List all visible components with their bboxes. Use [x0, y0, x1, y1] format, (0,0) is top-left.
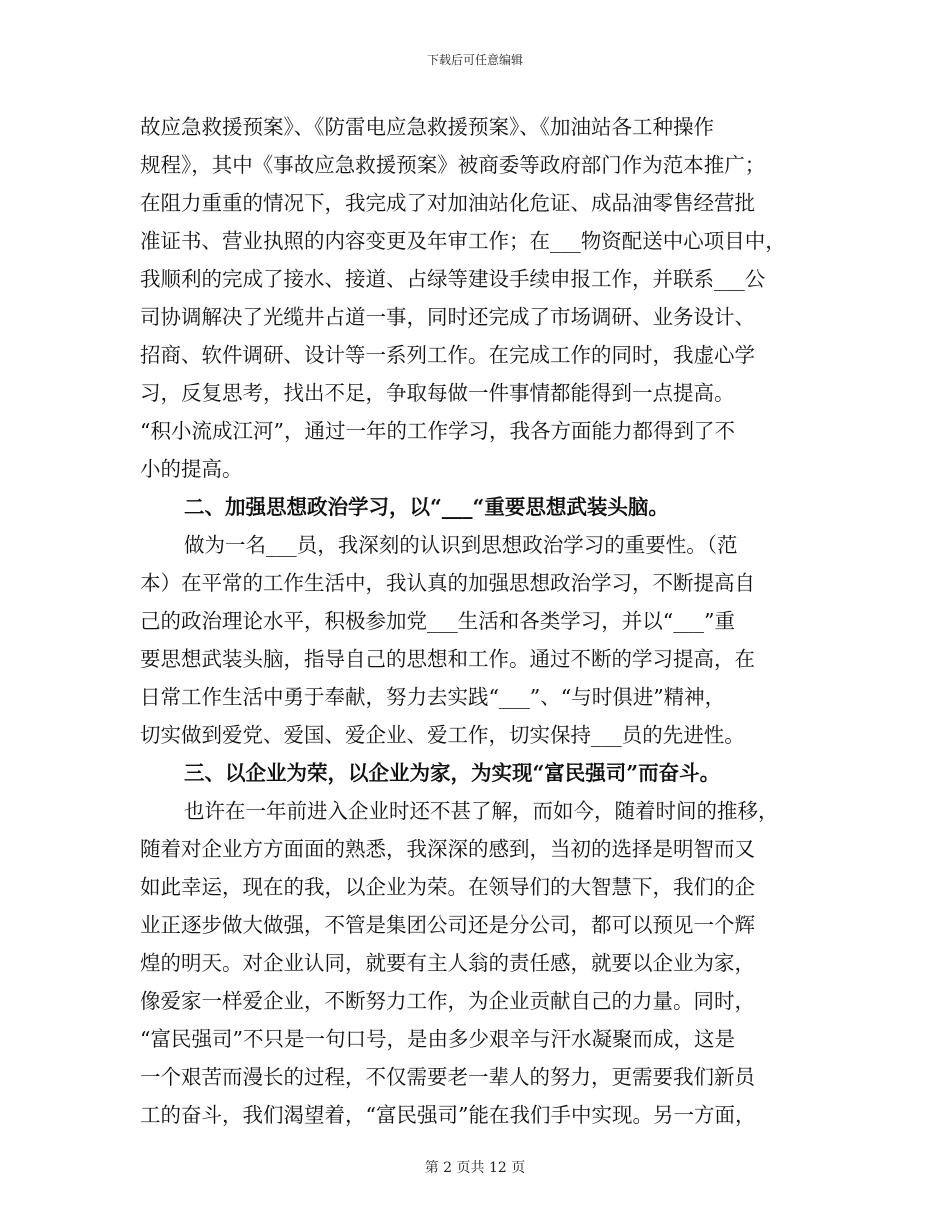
paragraph-line: 如此幸运，现在的我，以企业为荣。在领导们的大智慧下，我们的企: [140, 875, 755, 899]
paragraph-line: 规程》，其中《事故应急救援预案》被商委等政府部门作为范本推广；: [140, 153, 766, 177]
paragraph-line: 司协调解决了光缆井占道一事，同时还完成了市场调研、业务设计、: [140, 305, 755, 329]
document-body: [140, 108, 820, 1134]
paragraph-line: 故应急救援预案》、《防雷电应急救援预案》、《加油站各工种操作: [140, 115, 714, 139]
paragraph-line: 习，反复思考，找出不足，争取每做一件事情都能得到一点提高。: [140, 381, 735, 405]
paragraph-line: 随着对企业方方面面的熟悉，我深深的感到，当初的选择是明智而又: [140, 837, 755, 861]
section-heading: 三、以企业为荣，以企业为家，为实现“富民强司”而奋斗。: [184, 761, 721, 785]
paragraph-line: 在阻力重重的情况下，我完成了对加油站化危证、成品油零售经营批: [140, 191, 755, 215]
paragraph-line: 招商、软件调研、设计等一系列工作。在完成工作的同时，我虚心学: [140, 343, 755, 367]
page-footer: 第 2 页共 12 页: [424, 1160, 526, 1176]
section-heading: 二、加强思想政治学习，以“___“重要思想武装头脑。: [184, 495, 669, 519]
paragraph-line: “积小流成江河”，通过一年的工作学习，我各方面能力都得到了不: [140, 419, 735, 443]
paragraph-line: 工的奋斗，我们渴望着，“富民强司”能在我们手中实现。另一方面，: [140, 1103, 756, 1127]
paragraph-line: 煌的明天。对企业认同，就要有主人翁的责任感，就要以企业为家，: [140, 951, 755, 975]
paragraph-first-line: 也许在一年前进入企业时还不甚了解，而如今，随着时间的推移，: [184, 799, 779, 823]
paragraph-line: 日常工作生活中勇于奉献，努力去实践“___”、“与时俱进”精神，: [140, 685, 726, 709]
paragraph-line: 本）在平常的工作生活中，我认真的加强思想政治学习，不断提高自: [140, 571, 755, 595]
paragraph-line: 像爱家一样爱企业，不断努力工作，为企业贡献自己的力量。同时，: [140, 989, 755, 1013]
paragraph-line: “富民强司”不只是一句口号，是由多少艰辛与汗水凝聚而成，这是: [140, 1027, 735, 1051]
paragraph-line: 小的提高。: [140, 457, 243, 481]
paragraph-line: 准证书、营业执照的内容变更及年审工作；在___物资配送中心项目中，: [140, 229, 786, 253]
paragraph-first-line: 做为一名___员，我深刻的认识到思想政治学习的重要性。（范: [184, 533, 738, 557]
page-header: 下载后可任意编辑: [426, 53, 523, 67]
paragraph-line: 业正逐步做大做强，不管是集团公司还是分公司，都可以预见一个辉: [140, 913, 755, 937]
paragraph-line: 切实做到爱党、爱国、爱企业、爱工作，切实保持___员的先进性。: [140, 723, 745, 747]
paragraph-line: 一个艰苦而漫长的过程，不仅需要老一辈人的努力，更需要我们新员: [140, 1065, 755, 1089]
paragraph-line: 己的政治理论水平，积极参加党___生活和各类学习，并以“___”重: [140, 609, 735, 633]
paragraph-line: 要思想武装头脑，指导自己的思想和工作。通过不断的学习提高，在: [140, 647, 755, 671]
paragraph-line: 我顺利的完成了接水、接道、占绿等建设手续申报工作，并联系___公: [140, 267, 766, 291]
